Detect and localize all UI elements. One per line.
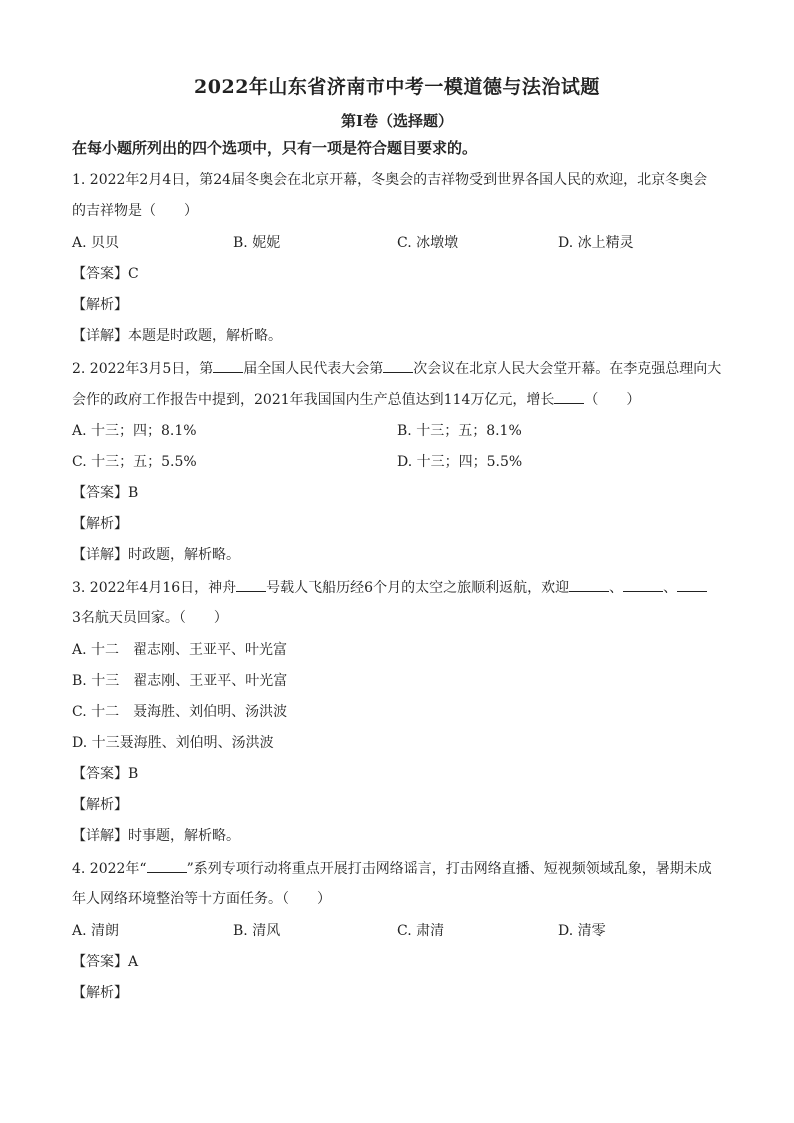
q2-detail [72, 545, 240, 565]
q1-option-a: A. 贝贝 [72, 235, 120, 251]
q2-text-1b: 届全国人民代表大会第 [243, 361, 384, 377]
q1-answer [72, 264, 139, 284]
answer-value: B [128, 766, 139, 782]
answer-value: C [128, 266, 139, 282]
q4-stem-line2: 年人网络环境整治等十方面任务。（ ） [72, 891, 331, 907]
q4-text-1a: 4. 2022年“ [72, 861, 147, 877]
q1-detail [72, 326, 282, 346]
q4-analysis: 【解析】 [72, 985, 128, 1001]
q4-option-b: B. 清风 [233, 923, 281, 939]
q2-answer [72, 483, 138, 503]
q1-option-d: D. 冰上精灵 [558, 235, 634, 251]
answer-value: B [128, 485, 139, 501]
q3-answer [72, 764, 138, 784]
q2-option-a: A. 十三；四；8.1% [72, 423, 197, 439]
q4-text-1b: ”系列专项行动将重点开展打击网络谣言，打击网络直播、短视频领域乱象，暑期未成 [186, 861, 712, 877]
answer-blank [677, 577, 707, 592]
separator: 、 [609, 580, 624, 596]
q2-option-c: C. 十三；五；5.5% [72, 454, 197, 470]
answer-blank [213, 358, 243, 373]
q3-analysis: 【解析】 [72, 797, 128, 813]
answer-label: 【答案】 [72, 266, 128, 282]
q3-text-1b: 号载人飞船历经6个月的太空之旅顺利返航，欢迎 [266, 580, 570, 596]
q3-stem-line2: 3名航天员回家。（ ） [72, 610, 228, 626]
q2-text-2a: 会作的政府工作报告中提到，2021年我国国内生产总值达到114万亿元，增长 [72, 392, 555, 408]
answer-blank [569, 577, 609, 592]
detail-text: 本题是时政题，解析略。 [128, 328, 282, 344]
q3-option-c: C. 十二 聂海胜、刘伯明、汤洪波 [72, 704, 288, 720]
answer-blank [236, 577, 266, 592]
q3-stem-line1 [72, 577, 707, 598]
detail-label: 【详解】 [72, 328, 128, 344]
q2-analysis: 【解析】 [72, 516, 128, 532]
q1-analysis: 【解析】 [72, 297, 128, 313]
q2-option-b: B. 十三；五；8.1% [397, 423, 522, 439]
detail-label: 【详解】 [72, 547, 128, 563]
q3-option-d: D. 十三聂海胜、刘伯明、汤洪波 [72, 735, 274, 751]
answer-value: A [128, 954, 139, 970]
page-title: 2022年山东省济南市中考一模道德与法治试题 [194, 76, 600, 98]
q1-option-c: C. 冰墩墩 [397, 235, 459, 251]
answer-blank [383, 358, 413, 373]
q1-stem-line2: 的吉祥物是（ ） [72, 203, 198, 219]
q1-stem-line1: 1. 2022年2月4日，第24届冬奥会在北京开幕，冬奥会的吉祥物受到世界各国人民的欢迎，北京冬奥会 [72, 172, 708, 188]
q4-stem-line1 [72, 858, 712, 879]
q2-text-1c: 次会议在北京人民大会堂开幕。在李克强总理向大 [413, 361, 722, 377]
answer-label: 【答案】 [72, 766, 128, 782]
q2-text-1a: 2. 2022年3月5日，第 [72, 361, 214, 377]
q3-option-a: A. 十二 翟志刚、王亚平、叶光富 [72, 642, 288, 658]
detail-label: 【详解】 [72, 828, 128, 844]
q3-option-b: B. 十三 翟志刚、王亚平、叶光富 [72, 673, 288, 689]
separator: 、 [663, 580, 678, 596]
instruction-text: 在每小题所列出的四个选项中，只有一项是符合题目要求的。 [72, 139, 478, 157]
q4-option-c: C. 肃清 [397, 923, 445, 939]
q4-option-d: D. 清零 [558, 923, 606, 939]
q2-option-d: D. 十三；四；5.5% [397, 454, 523, 470]
q2-text-2b: （ ） [584, 392, 641, 408]
detail-text: 时事题，解析略。 [128, 828, 240, 844]
answer-blank [554, 389, 584, 404]
answer-label: 【答案】 [72, 485, 128, 501]
q4-option-a: A. 清朗 [72, 923, 120, 939]
q2-stem-line2 [72, 389, 640, 410]
answer-blank [623, 577, 663, 592]
q3-text-1a: 3. 2022年4月16日，神舟 [72, 580, 237, 596]
q1-option-b: B. 妮妮 [233, 235, 281, 251]
q3-detail [72, 826, 240, 846]
answer-blank [147, 858, 187, 873]
section-title: 第Ⅰ卷（选择题） [340, 112, 454, 130]
q4-answer [72, 952, 138, 972]
answer-label: 【答案】 [72, 954, 128, 970]
detail-text: 时政题，解析略。 [128, 547, 240, 563]
q2-stem-line1 [72, 358, 721, 379]
